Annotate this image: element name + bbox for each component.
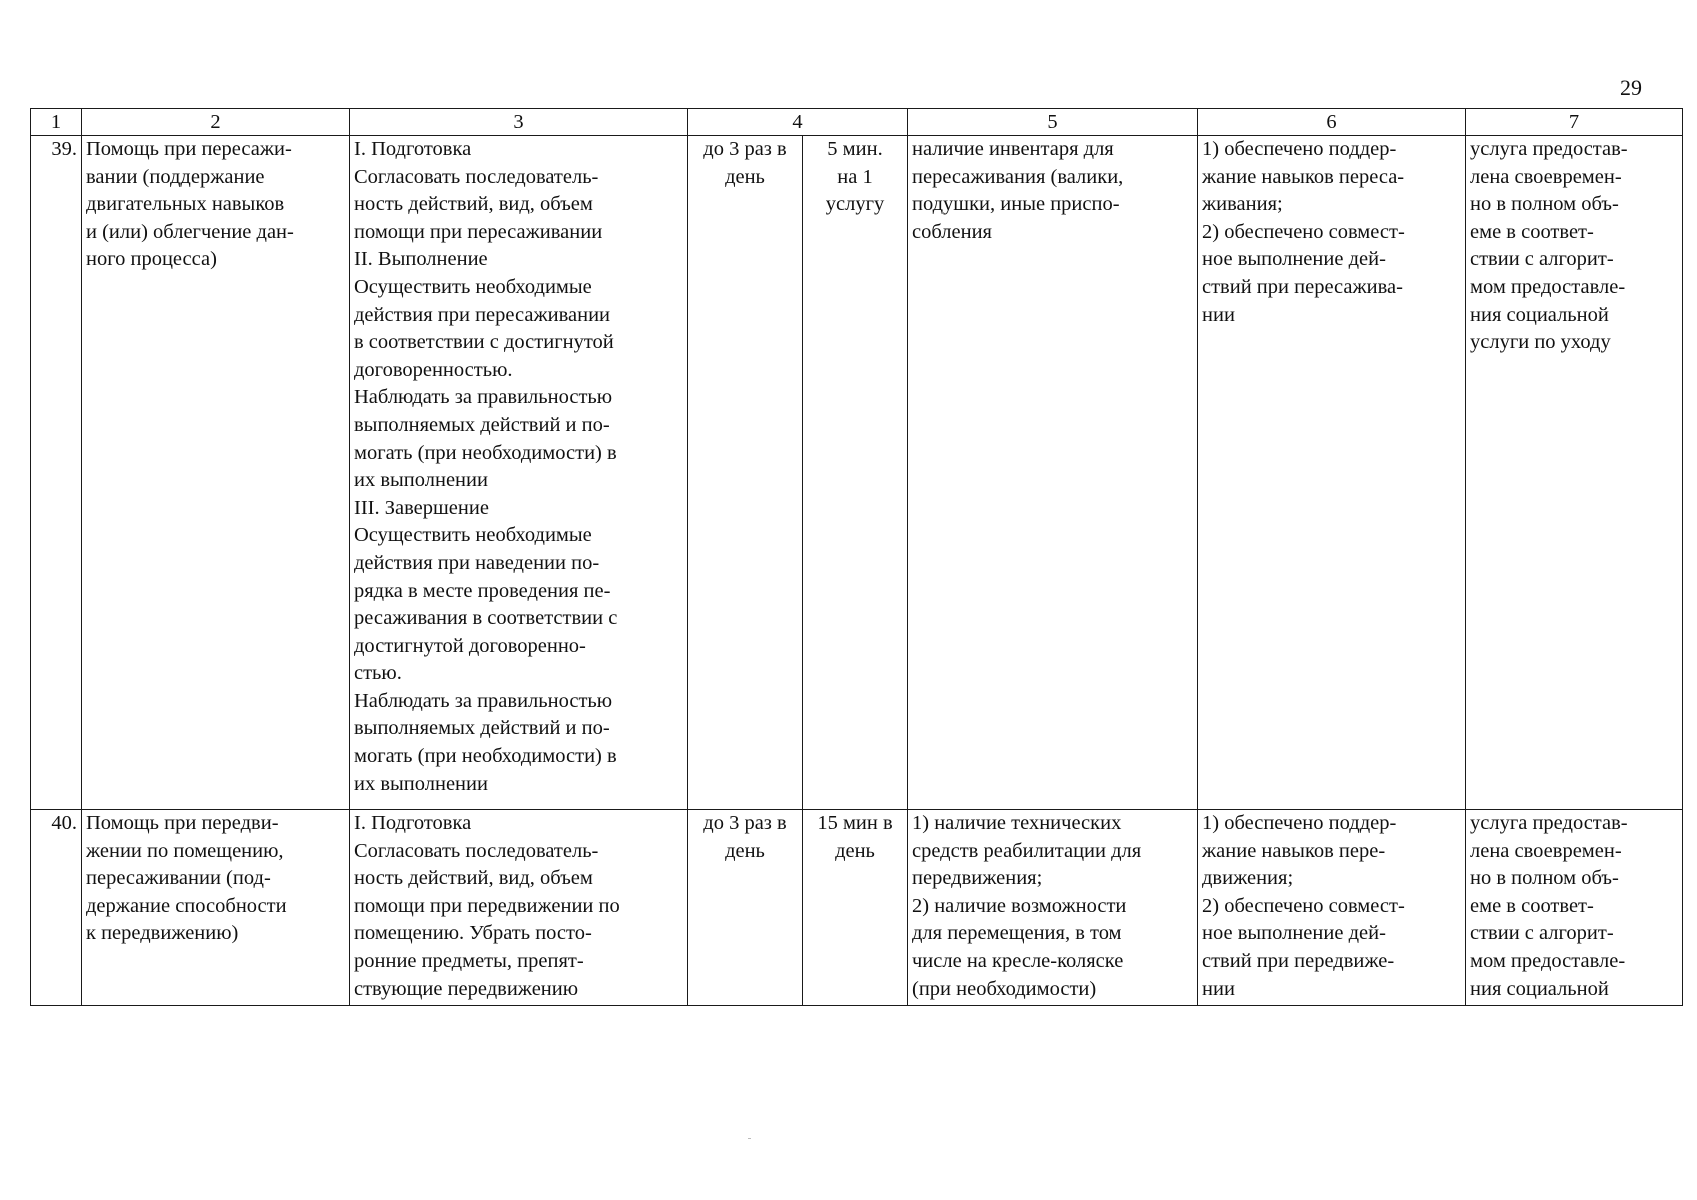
text-line: рядка в месте проведения пе- bbox=[354, 579, 611, 602]
text-line: наличие инвентаря для bbox=[912, 138, 1114, 160]
text-line: 5 мин. bbox=[827, 138, 883, 160]
text-line: ствующие передвижению bbox=[354, 977, 579, 1000]
service-procedure bbox=[350, 810, 688, 1006]
text-line: III. Завершение bbox=[354, 496, 489, 519]
header-col-1: 1 bbox=[31, 109, 82, 136]
service-frequency bbox=[688, 136, 803, 810]
text-line: достигнутой договоренно- bbox=[354, 634, 586, 657]
text-line: лена своевремен- bbox=[1470, 839, 1622, 862]
scan-speck bbox=[748, 1138, 751, 1139]
text-line: день bbox=[725, 839, 765, 862]
text-line: услугу bbox=[825, 193, 885, 216]
text-line: живания; bbox=[1202, 193, 1283, 216]
text-line: пересаживании (под- bbox=[86, 867, 271, 890]
header-col-3: 3 bbox=[350, 109, 688, 136]
header-col-2: 2 bbox=[82, 109, 350, 136]
text-line: жание навыков пере- bbox=[1202, 839, 1386, 862]
text-line: вании (поддержание bbox=[86, 165, 265, 188]
service-frequency bbox=[688, 810, 803, 1006]
text-line: день bbox=[835, 839, 875, 862]
text-line: стью. bbox=[354, 662, 402, 685]
text-line: Осуществить необходимые bbox=[354, 524, 592, 547]
header-col-7: 7 bbox=[1466, 109, 1683, 136]
service-procedure bbox=[350, 136, 688, 810]
text-line: ресаживания в соответствии с bbox=[354, 607, 618, 630]
text-line: ствий при пересажива- bbox=[1202, 275, 1403, 298]
service-evaluation bbox=[1466, 810, 1683, 1006]
text-line: действия при пересаживании bbox=[354, 303, 611, 326]
text-line: мом предоставле- bbox=[1470, 949, 1626, 972]
text-line: помещению. Убрать посто- bbox=[354, 922, 592, 945]
table-row bbox=[31, 136, 1683, 810]
text-line: 1) наличие технических bbox=[912, 812, 1122, 834]
text-line: до 3 раз в bbox=[703, 812, 787, 834]
text-line: ствии с алгорит- bbox=[1470, 248, 1614, 271]
text-line: 2) обеспечено совмест- bbox=[1202, 220, 1405, 243]
text-line: нии bbox=[1202, 977, 1235, 1000]
text-line: для перемещения, в том bbox=[912, 922, 1122, 945]
text-line: ствий при передвиже- bbox=[1202, 949, 1395, 972]
text-line: Наблюдать за правильностью bbox=[354, 386, 613, 409]
text-line: нии bbox=[1202, 303, 1235, 326]
text-line: мом предоставле- bbox=[1470, 275, 1626, 298]
text-line: услуга предостав- bbox=[1470, 138, 1628, 160]
text-line: Согласовать последователь- bbox=[354, 165, 599, 188]
header-col-4: 4 bbox=[688, 109, 908, 136]
text-line: ное выполнение дей- bbox=[1202, 248, 1386, 271]
text-line: Помощь при пересажи- bbox=[86, 138, 292, 160]
text-line: выполняемых действий и по- bbox=[354, 717, 610, 740]
text-line: могать (при необходимости) в bbox=[354, 745, 617, 768]
header-col-6: 6 bbox=[1198, 109, 1466, 136]
services-table bbox=[30, 108, 1683, 1006]
text-line: собления bbox=[912, 220, 992, 243]
service-results bbox=[1198, 136, 1466, 810]
text-line: жении по помещению, bbox=[86, 839, 284, 862]
text-line: жание навыков переса- bbox=[1202, 165, 1405, 188]
text-line: 2) обеспечено совмест- bbox=[1202, 894, 1405, 917]
text-line: ронние предметы, препят- bbox=[354, 949, 584, 972]
service-duration bbox=[803, 136, 908, 810]
row-number: 39. bbox=[31, 136, 82, 810]
text-line: Осуществить необходимые bbox=[354, 275, 592, 298]
text-line: могать (при необходимости) в bbox=[354, 441, 617, 464]
service-conditions bbox=[908, 810, 1198, 1006]
text-line: числе на кресле-коляске bbox=[912, 949, 1124, 972]
text-line: ного процесса) bbox=[86, 248, 217, 271]
text-line: договоренностью. bbox=[354, 358, 513, 381]
text-line: еме в соответ- bbox=[1470, 894, 1594, 917]
service-name bbox=[82, 136, 350, 810]
text-line: их выполнении bbox=[354, 772, 488, 795]
text-line: в соответствии с достигнутой bbox=[354, 331, 614, 354]
service-evaluation bbox=[1466, 136, 1683, 810]
text-line: движения; bbox=[1202, 867, 1294, 890]
text-line: и (или) облегчение дан- bbox=[86, 220, 294, 243]
text-line: лена своевремен- bbox=[1470, 165, 1622, 188]
text-line: услуга предостав- bbox=[1470, 812, 1628, 834]
page-number: 29 bbox=[1620, 75, 1642, 100]
text-line: ния социальной bbox=[1470, 303, 1609, 326]
text-line: их выполнении bbox=[354, 469, 488, 492]
text-line: средств реабилитации для bbox=[912, 839, 1142, 862]
text-line: Помощь при передви- bbox=[86, 812, 279, 834]
service-duration bbox=[803, 810, 908, 1006]
text-line: (при необходимости) bbox=[912, 977, 1097, 1000]
text-line: до 3 раз в bbox=[703, 138, 787, 160]
row-number: 40. bbox=[31, 810, 82, 1006]
text-line: ное выполнение дей- bbox=[1202, 922, 1386, 945]
text-line: но в полном объ- bbox=[1470, 193, 1619, 216]
text-line: ния социальной bbox=[1470, 977, 1609, 1000]
text-line: Наблюдать за правильностью bbox=[354, 689, 613, 712]
text-line: но в полном объ- bbox=[1470, 867, 1619, 890]
text-line: подушки, иные приспо- bbox=[912, 193, 1120, 216]
text-line: выполняемых действий и по- bbox=[354, 413, 610, 436]
table-row bbox=[31, 810, 1683, 1006]
header-col-5: 5 bbox=[908, 109, 1198, 136]
text-line: ность действий, вид, объем bbox=[354, 193, 593, 216]
text-line: I. Подготовка bbox=[354, 138, 472, 160]
text-line: помощи при передвижении по bbox=[354, 894, 620, 917]
text-line: 15 мин в bbox=[817, 812, 893, 834]
text-line: ность действий, вид, объем bbox=[354, 867, 593, 890]
service-name bbox=[82, 810, 350, 1006]
text-line: на 1 bbox=[837, 165, 873, 188]
text-line: передвижения; bbox=[912, 867, 1043, 890]
service-conditions bbox=[908, 136, 1198, 810]
text-line: день bbox=[725, 165, 765, 188]
text-line: 1) обеспечено поддер- bbox=[1202, 812, 1397, 834]
text-line: двигательных навыков bbox=[86, 193, 285, 216]
text-line: пересаживания (валики, bbox=[912, 165, 1124, 188]
text-line: к передвижению) bbox=[86, 922, 239, 945]
text-line: Согласовать последователь- bbox=[354, 839, 599, 862]
service-results bbox=[1198, 810, 1466, 1006]
text-line: еме в соответ- bbox=[1470, 220, 1594, 243]
text-line: услуги по уходу bbox=[1470, 331, 1611, 354]
header-row bbox=[31, 109, 1683, 136]
text-line: ствии с алгорит- bbox=[1470, 922, 1614, 945]
text-line: 1) обеспечено поддер- bbox=[1202, 138, 1397, 160]
text-line: II. Выполнение bbox=[354, 248, 488, 271]
text-line: помощи при пересаживании bbox=[354, 220, 603, 243]
text-line: действия при наведении по- bbox=[354, 551, 600, 574]
text-line: I. Подготовка bbox=[354, 812, 472, 834]
text-line: 2) наличие возможности bbox=[912, 894, 1127, 917]
text-line: держание способности bbox=[86, 894, 287, 917]
